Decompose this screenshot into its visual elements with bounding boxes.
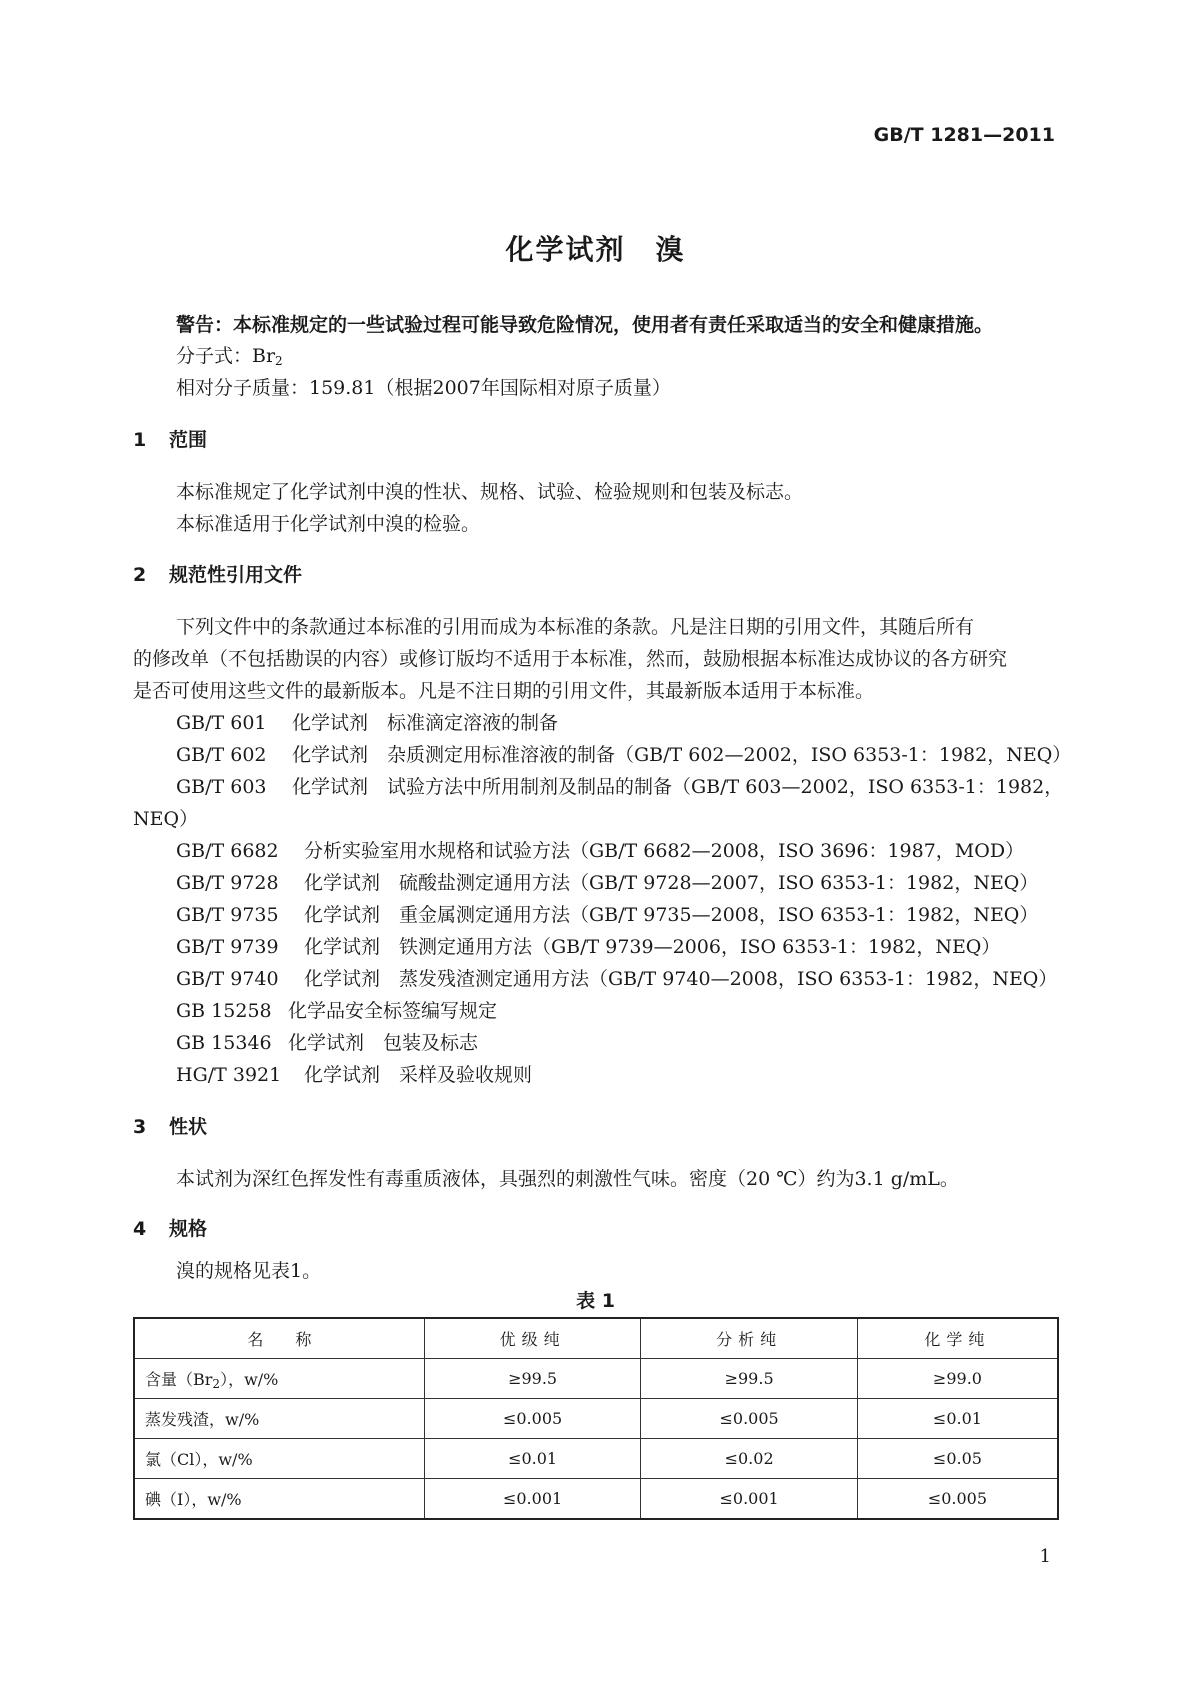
table-row (134, 1399, 1058, 1439)
standard-code: GB/T 1281—2011 (873, 124, 1055, 146)
reference-item (176, 996, 497, 1023)
reference-code: GB/T 603 (176, 776, 267, 798)
cell-value: ≤0.01 (857, 1399, 1058, 1439)
warning-text: 警告：本标准规定的一些试验过程可能导致危险情况，使用者有责任采取适当的安全和健康措施。 (176, 314, 994, 336)
title-part-1: 化学试剂 (505, 233, 626, 266)
scope-paragraph-2: 本标准适用于化学试剂中溴的检验。 (176, 513, 481, 535)
reference-title: 化学试剂 杂质测定用标准溶液的制备（GB/T 602—2002，ISO 6353-1：1982，NEQ） (292, 744, 1072, 766)
table-caption: 表 1 (576, 1290, 615, 1312)
reference-title: 化学品安全标签编写规定 (288, 1000, 498, 1022)
reference-code: GB/T 9728 (176, 872, 279, 894)
reference-item (176, 772, 1063, 799)
reference-code: GB 15258 (176, 1000, 272, 1022)
row-name (134, 1359, 424, 1399)
reference-code: GB/T 9735 (176, 904, 279, 926)
reference-title: 分析实验室用水规格和试验方法（GB/T 6682—2008，ISO 3696：1987，MOD） (304, 840, 1025, 862)
refs-intro-line-1: 下列文件中的条款通过本标准的引用而成为本标准的条款。凡是注日期的引用文件，其随后所有 (176, 616, 975, 638)
reference-item (176, 900, 1038, 927)
spec-table (133, 1317, 1059, 1520)
refs-intro-line-2: 的修改单（不包括勘误的内容）或修订版均不适用于本标准，然而，鼓励根据本标准达成协议的各方研究 (133, 648, 1008, 670)
section-3-heading (133, 1112, 207, 1139)
reference-title: 化学试剂 蒸发残渣测定通用方法（GB/T 9740—2008，ISO 6353-1：1982，NEQ） (304, 968, 1058, 990)
reference-item (176, 964, 1057, 991)
page-number: 1 (1039, 1546, 1051, 1567)
section-title: 范围 (169, 429, 208, 451)
reference-code: GB/T 9740 (176, 968, 279, 990)
reference-item (176, 932, 1000, 959)
cell-value: ≤0.001 (641, 1479, 858, 1520)
table-row (134, 1479, 1058, 1520)
section-number: 3 (133, 1116, 147, 1138)
reference-title: 化学试剂 采样及验收规则 (304, 1064, 533, 1086)
row-name-tail: ），w/% (220, 1369, 279, 1389)
reference-title: 化学试剂 标准滴定溶液的制备 (292, 712, 559, 734)
table-row (134, 1359, 1058, 1399)
reference-item (176, 708, 558, 735)
row-name: 氯（Cl），w/% (134, 1439, 424, 1479)
header-name: 名 称 (134, 1318, 424, 1359)
reference-title: 化学试剂 重金属测定通用方法（GB/T 9735—2008，ISO 6353-1：1982，NEQ） (304, 904, 1039, 926)
row-name-text: 含量（Br (145, 1369, 213, 1389)
reference-code: GB/T 9739 (176, 936, 279, 958)
cell-value: ≤0.005 (424, 1399, 641, 1439)
reference-title: 化学试剂 包装及标志 (288, 1032, 479, 1054)
cell-value: ≥99.0 (857, 1359, 1058, 1399)
section-2-heading (133, 560, 302, 587)
reference-code: GB 15346 (176, 1032, 272, 1054)
cell-value: ≤0.01 (424, 1439, 641, 1479)
page-title (0, 228, 1191, 268)
spec-intro: 溴的规格见表1。 (176, 1260, 322, 1282)
reference-title: 化学试剂 硫酸盐测定通用方法（GB/T 9728—2007，ISO 6353-1：1982，NEQ） (304, 872, 1039, 894)
cell-value: ≤0.005 (641, 1399, 858, 1439)
refs-intro-line-3: 是否可使用这些文件的最新版本。凡是不注日期的引用文件，其最新版本适用于本标准。 (133, 680, 875, 702)
reference-code: GB/T 601 (176, 712, 267, 734)
properties-paragraph: 本试剂为深红色挥发性有毒重质液体，具强烈的刺激性气味。密度（20 ℃）约为3.1 g/mL。 (176, 1168, 959, 1190)
cell-value: ≤0.05 (857, 1439, 1058, 1479)
reference-code: HG/T 3921 (176, 1064, 282, 1086)
formula-label: 分子式：Br (176, 345, 276, 367)
formula-subscript: 2 (275, 354, 283, 368)
row-name-subscript: 2 (212, 1376, 221, 1391)
cell-value: ≥99.5 (641, 1359, 858, 1399)
cell-value: ≤0.001 (424, 1479, 641, 1520)
table-row (134, 1439, 1058, 1479)
reference-title: 化学试剂 试验方法中所用制剂及制品的制备（GB/T 603—2002，ISO 6353-1：1982， (292, 776, 1064, 798)
header-grade-gr: 优级纯 (424, 1318, 641, 1359)
reference-item (176, 868, 1038, 895)
header-grade-cp: 化学纯 (857, 1318, 1058, 1359)
reference-item (176, 1028, 478, 1055)
reference-item (176, 836, 1024, 863)
row-name: 蒸发残渣，w/% (134, 1399, 424, 1439)
reference-code: GB/T 6682 (176, 840, 279, 862)
molecular-formula (176, 341, 283, 368)
reference-item (176, 740, 1071, 767)
title-part-2: 溴 (655, 233, 686, 266)
section-4-heading (133, 1214, 207, 1241)
section-title: 规范性引用文件 (169, 564, 303, 586)
reference-title: 化学试剂 铁测定通用方法（GB/T 9739—2006，ISO 6353-1：1982，NEQ） (304, 936, 1001, 958)
section-1-heading (133, 425, 207, 452)
reference-code: GB/T 602 (176, 744, 267, 766)
section-title: 规格 (169, 1218, 208, 1240)
header-grade-ar: 分析纯 (641, 1318, 858, 1359)
reference-item (176, 1060, 532, 1087)
molar-mass: 相对分子质量：159.81（根据2007年国际相对原子质量） (176, 377, 671, 399)
scope-paragraph-1: 本标准规定了化学试剂中溴的性状、规格、试验、检验规则和包装及标志。 (176, 481, 804, 503)
section-title: 性状 (169, 1116, 208, 1138)
section-number: 4 (133, 1218, 147, 1240)
section-number: 1 (133, 429, 147, 451)
cell-value: ≥99.5 (424, 1359, 641, 1399)
section-number: 2 (133, 564, 147, 586)
row-name: 碘（I），w/% (134, 1479, 424, 1520)
cell-value: ≤0.005 (857, 1479, 1058, 1520)
reference-continuation: NEQ） (133, 808, 199, 830)
table-header-row (134, 1318, 1058, 1359)
cell-value: ≤0.02 (641, 1439, 858, 1479)
